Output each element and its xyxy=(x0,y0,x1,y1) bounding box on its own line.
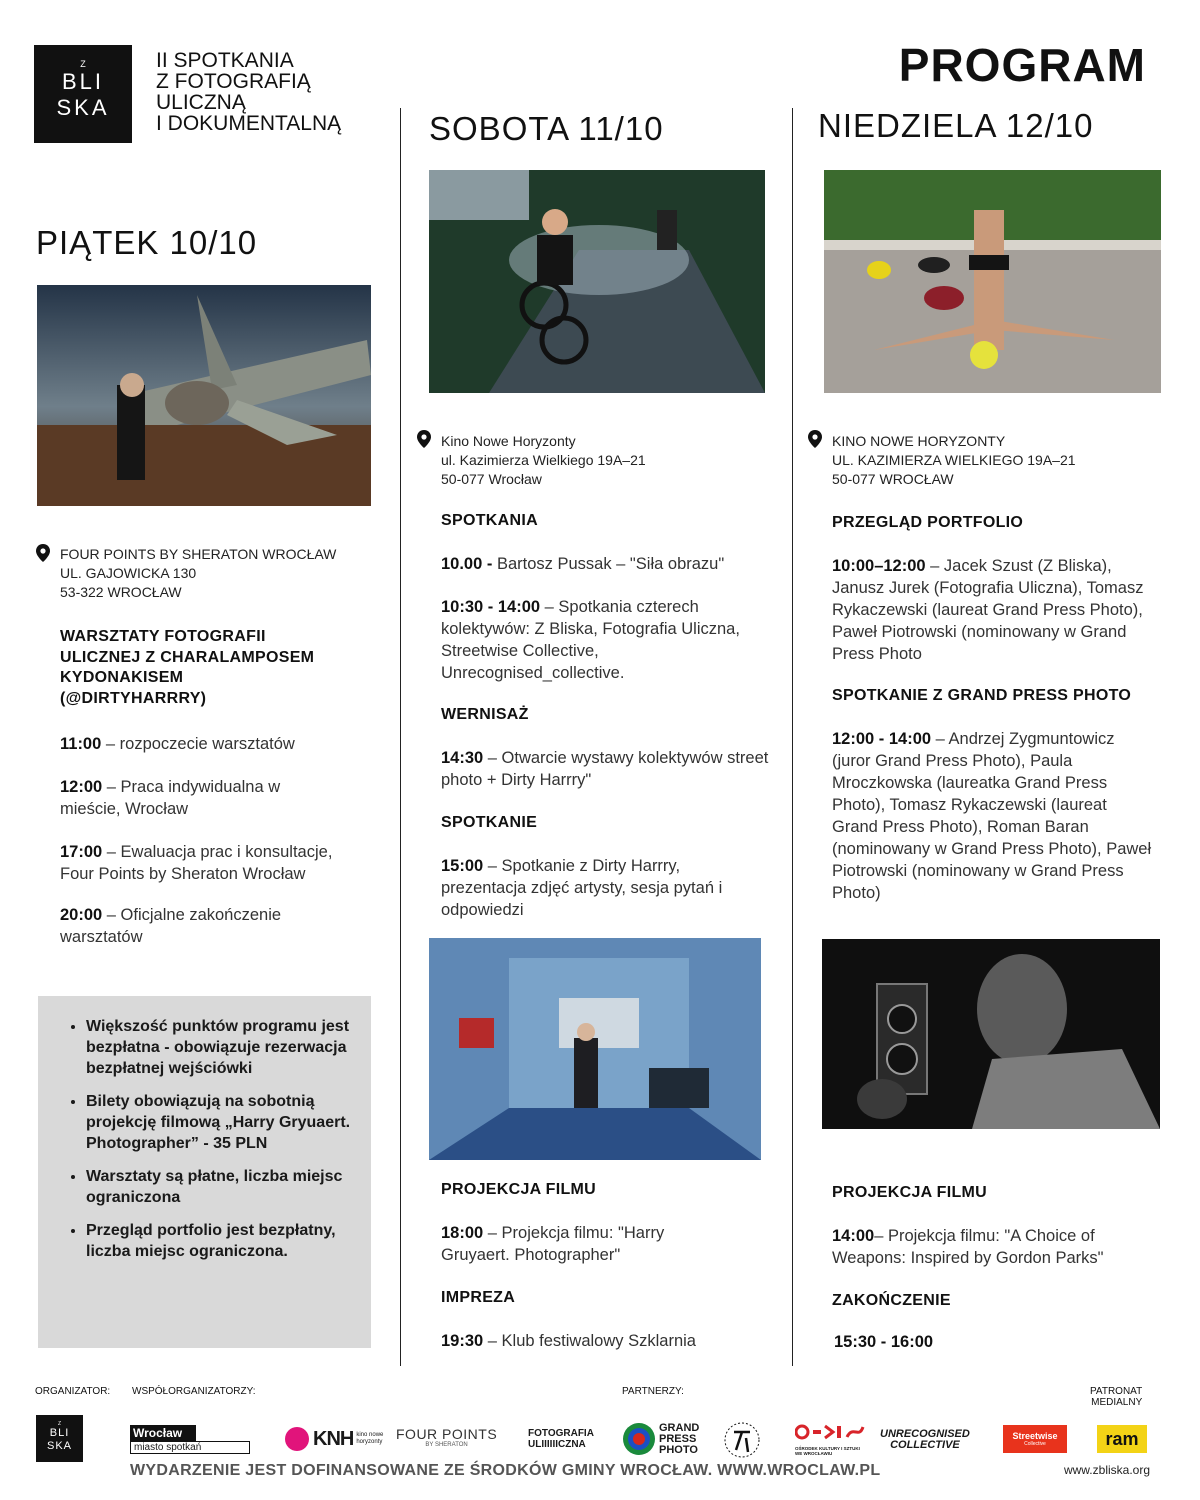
section-title: SPOTKANIE Z GRAND PRESS PHOTO xyxy=(832,687,1132,704)
unrecognised-line2: COLLECTIVE xyxy=(890,1439,960,1451)
schedule-item xyxy=(441,596,751,684)
description: – Spotkania czterech kolektywów: Z Bliska, Fotografia Uliczna, Streetwise Collective, Unrecognised_collective. xyxy=(441,598,740,682)
section-title-line: KYDONAKISEM xyxy=(60,669,184,686)
logo-line2: SKA xyxy=(56,95,110,120)
section-title xyxy=(60,627,314,709)
logo-z: Z xyxy=(80,59,86,69)
location-pin-icon xyxy=(36,544,50,562)
description: – Andrzej Zygmuntowicz (juror Grand Press Photo), Paula Mroczkowska (laureatka Grand Press Photo), Tomasz Rykaczewski (laureat Grand Press Photo), Roman Baran (nominowany w Grand Press Photo), Paweł Piotrowski (nominowany w Grand Press Photo) xyxy=(832,730,1152,902)
info-note: • Warsztaty są płatne, liczba miejsc ograniczona xyxy=(86,1166,356,1208)
knh-logo xyxy=(285,1426,388,1452)
section-title: SPOTKANIA xyxy=(441,512,538,529)
info-box xyxy=(38,996,371,1348)
address-line: 50-077 WROCŁAW xyxy=(832,471,954,487)
website-link[interactable]: www.zbliska.org xyxy=(1063,1463,1150,1477)
radio-ram-logo: ram xyxy=(1097,1425,1147,1453)
wroclaw-logo-bottom: miasto spotkań xyxy=(130,1441,250,1454)
section-title-line: ULICZNEJ Z CHARALAMPOSEM xyxy=(60,648,315,666)
time: 15:30 - 16:00 xyxy=(834,1333,934,1351)
column-divider xyxy=(792,108,793,1366)
time: 17:00 xyxy=(60,843,103,861)
streetwise-subtext: Collective xyxy=(1024,1441,1046,1447)
time: 12:00 - 14:00 xyxy=(832,730,932,748)
knh-subtext: kino nowe horyzonty xyxy=(356,1432,384,1445)
section-title: ZAKOŃCZENIE xyxy=(832,1292,951,1309)
description: – Praca indywidualna w mieście, Wrocław xyxy=(60,778,281,818)
schedule-item xyxy=(832,1225,1142,1269)
description: – Jacek Szust (Z Bliska), Janusz Jurek (Fotografia Uliczna), Tomasz Rykaczewski (laureat Grand Press Photo), Paweł Piotrowski (nominowany w Grand Press Photo xyxy=(832,557,1144,663)
streetwise-text: Streetwise xyxy=(1012,1431,1058,1441)
time: 11:00 xyxy=(60,735,102,753)
section-title: PROJEKCJA FILMU xyxy=(832,1184,988,1201)
festival-title-line: II SPOTKANIA xyxy=(156,49,294,72)
photo-airplane xyxy=(37,285,371,506)
time: 10:00–12:00 xyxy=(832,557,926,575)
media-patron-label xyxy=(1090,1386,1142,1408)
address-line: KINO NOWE HORYZONTY xyxy=(832,433,1006,449)
schedule-item xyxy=(60,904,330,948)
organizer-label: ORGANIZATOR: xyxy=(35,1386,111,1397)
location-pin-icon xyxy=(417,430,431,448)
streetwise-logo xyxy=(1003,1425,1067,1453)
schedule-item xyxy=(832,555,1152,665)
knh-dot-icon xyxy=(285,1427,309,1451)
address-line: FOUR POINTS BY SHERATON WROCŁAW xyxy=(60,546,337,562)
zbliska-small-logo xyxy=(36,1415,83,1462)
schedule-item xyxy=(441,747,771,791)
festival-title-line: Z FOTOGRAFIĄ xyxy=(156,70,311,93)
schedule-item xyxy=(834,1331,1144,1353)
schedule-item xyxy=(60,733,370,755)
day-heading-friday: PIĄTEK 10/10 xyxy=(36,224,258,261)
unrecognised-line1: UNRECOGNISED xyxy=(880,1428,970,1440)
schedule-item xyxy=(441,1222,731,1266)
time: 20:00 xyxy=(60,906,103,924)
okno-dolnoslaskie-logo-icon xyxy=(722,1420,762,1460)
time: 12:00 xyxy=(60,778,103,796)
gpp-circle-icon xyxy=(622,1422,656,1456)
description: – Ewaluacja prac i konsultacje, Four Points by Sheraton Wrocław xyxy=(60,843,333,883)
section-title: PROJEKCJA FILMU xyxy=(441,1181,597,1198)
description: – rozpoczecie warsztatów xyxy=(101,735,295,753)
logo-z: Z xyxy=(57,1421,62,1427)
schedule-item xyxy=(441,855,756,921)
wroclaw-logo-top: Wrocław xyxy=(130,1425,196,1441)
coorganizers-label: WSPÓŁORGANIZATORZY: xyxy=(132,1386,256,1397)
schedule-item xyxy=(60,841,370,885)
fotografia-line2: ULIIIIIICZNA xyxy=(528,1439,586,1450)
description: Bartosz Pussak – "Siła obrazu" xyxy=(492,555,725,573)
address-line: 53-322 WROCŁAW xyxy=(60,584,182,600)
grand-press-photo-logo xyxy=(622,1422,703,1456)
location-pin-icon xyxy=(808,430,822,448)
section-title: SPOTKANIE xyxy=(441,814,538,831)
time: 15:00 xyxy=(441,857,484,875)
day-heading-sunday: NIEDZIELA 12/10 xyxy=(818,107,1094,144)
wroclaw-logo xyxy=(130,1425,250,1454)
section-title: PRZEGLĄD PORTFOLIO xyxy=(832,514,1024,531)
photo-sunbather xyxy=(824,170,1161,393)
section-title: WERNISAŻ xyxy=(441,706,529,723)
knh-text: KNH xyxy=(313,1427,354,1450)
description: – Klub festiwalowy Szklarnia xyxy=(483,1332,696,1350)
schedule-item xyxy=(832,728,1152,904)
fotografia-line1: FOTOGRAFIA xyxy=(528,1428,594,1439)
okis-logo xyxy=(795,1423,865,1456)
section-title-line: (@DIRTYHARRRY) xyxy=(60,689,207,707)
unrecognised-collective-logo xyxy=(880,1429,970,1451)
gpp-text: GRAND PRESS PHOTO xyxy=(659,1421,700,1456)
time: 10:30 - 14:00 xyxy=(441,598,541,616)
time: 14:00 xyxy=(832,1227,875,1245)
schedule-item xyxy=(441,1330,771,1352)
column-divider xyxy=(400,108,401,1366)
venue-address xyxy=(441,432,646,489)
logo-line1: BLI xyxy=(61,69,105,94)
festival-title-line: I DOKUMENTALNĄ xyxy=(156,112,342,135)
photo-bicycle xyxy=(429,170,765,393)
zbliska-logo xyxy=(34,45,132,143)
address-line: UL. GAJOWICKA 130 xyxy=(60,565,197,581)
description: – Projekcja filmu: "Harry Gruyaert. Photographer" xyxy=(441,1224,665,1264)
fourpoints-text: FOUR POINTS xyxy=(396,1426,498,1442)
fourpoints-subtext: BY SHERATON xyxy=(425,1442,468,1448)
time: 18:00 xyxy=(441,1224,484,1242)
festival-title xyxy=(156,50,386,134)
time: 19:30 xyxy=(441,1332,484,1350)
logo-line1: BLI xyxy=(49,1427,70,1439)
day-heading-saturday: SOBOTA 11/10 xyxy=(429,110,664,147)
venue-address xyxy=(60,545,336,602)
description: – Spotkanie z Dirty Harrry, prezentacja zdjęć artysty, sesja pytań i odpowiedzi xyxy=(441,857,723,919)
fotografia-uliczna-logo xyxy=(528,1428,594,1450)
description: – Otwarcie wystawy kolektywów street photo + Dirty Harrry" xyxy=(441,749,769,789)
okis-text: OŚRODEK KULTURY I SZTUKI WE WROCŁAWIU xyxy=(795,1446,860,1456)
address-line: Kino Nowe Horyzonty xyxy=(441,433,576,449)
section-title: IMPREZA xyxy=(441,1289,516,1306)
partners-label: PARTNERZY: xyxy=(622,1386,684,1397)
photo-blue-room xyxy=(429,938,761,1160)
info-note: • Większość punktów programu jest bezpłatna - obowiązuje rezerwacja bezpłatnej wejściówki xyxy=(86,1016,356,1079)
info-note: • Bilety obowiązują na sobotnią projekcję filmową „Harry Gryuaert. Photographer” - 35 PLN xyxy=(86,1091,356,1154)
schedule-item xyxy=(441,553,771,575)
info-note: • Przegląd portfolio jest bezpłatny, liczba miejsc ograniczona. xyxy=(86,1220,356,1262)
logo-line2: SKA xyxy=(46,1440,72,1452)
okis-mark-icon xyxy=(795,1423,865,1441)
description: – Projekcja filmu: "A Choice of Weapons: Inspired by Gordon Parks" xyxy=(832,1227,1104,1267)
venue-address xyxy=(832,432,1076,489)
description: – Oficjalne zakończenie warsztatów xyxy=(60,906,282,946)
time: 14:30 xyxy=(441,749,484,767)
media-patron-line: MEDIALNY xyxy=(1091,1397,1143,1408)
section-title-line: WARSZTATY FOTOGRAFII xyxy=(60,628,266,645)
page-title: PROGRAM xyxy=(898,39,1146,91)
time: 10.00 - xyxy=(441,555,493,573)
address-line: 50-077 Wrocław xyxy=(441,471,542,487)
address-line: ul. Kazimierza Wielkiego 19A–21 xyxy=(441,452,646,468)
festival-title-line: ULICZNĄ xyxy=(156,91,246,114)
schedule-item xyxy=(60,776,310,820)
address-line: UL. KAZIMIERZA WIELKIEGO 19A–21 xyxy=(832,452,1076,468)
fourpoints-logo xyxy=(396,1426,497,1448)
sponsor-note: WYDARZENIE JEST DOFINANSOWANE ZE ŚRODKÓW GMINY WROCŁAW. WWW.WROCLAW.PL xyxy=(130,1462,881,1479)
photo-photographer xyxy=(822,939,1160,1129)
media-patron-line: PATRONAT xyxy=(1090,1386,1143,1397)
